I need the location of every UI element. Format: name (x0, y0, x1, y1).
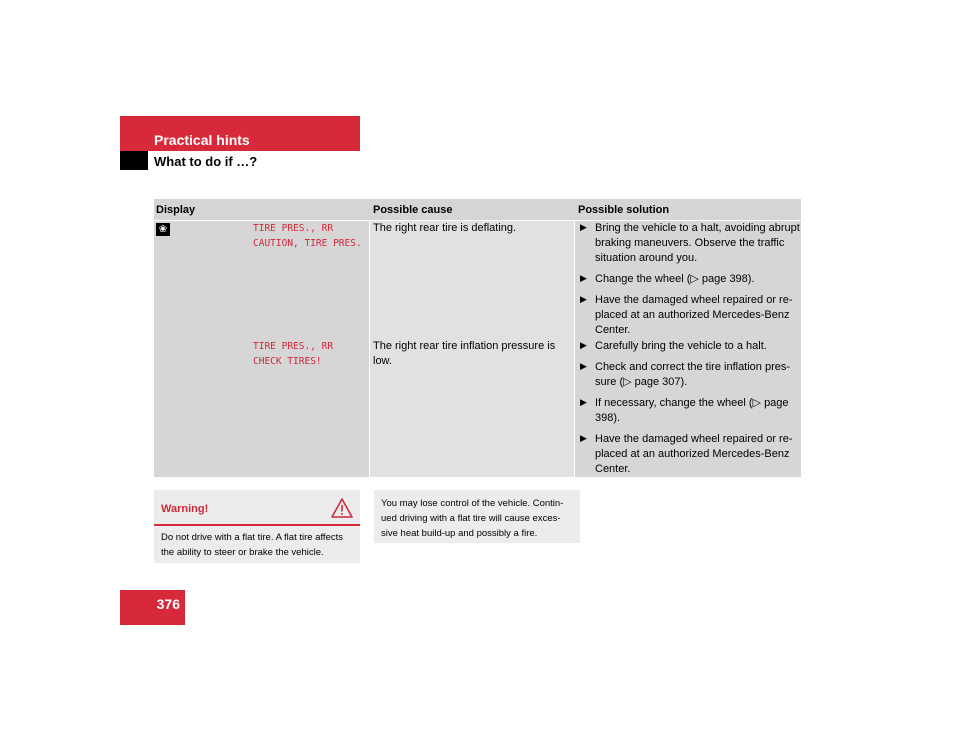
arrow-bullet-icon: ▶ (580, 362, 587, 372)
list-item: ▶ Have the damaged wheel repaired or re-placed at an authorized Mercedes-Benz Center. (580, 294, 793, 336)
section-marker (120, 151, 148, 170)
column-header-display: Display (156, 204, 196, 216)
arrow-bullet-icon: ▶ (580, 341, 587, 351)
list-item: ▶ Have the damaged wheel repaired or re-placed at an authorized Mercedes-Benz Center. (580, 433, 793, 475)
possible-cause: The right rear tire is deflating. (373, 222, 517, 234)
arrow-bullet-icon: ▶ (580, 295, 587, 305)
possible-cause: The right rear tire inflation pressure is low. (373, 340, 556, 367)
list-item: ▶ Change the wheel (▷ page 398). (580, 273, 755, 285)
possible-solution-list (578, 339, 800, 483)
warning-continuation-box (374, 490, 580, 543)
display-message: TIRE PRES., RR CHECK TIRES! (253, 341, 334, 367)
warning-box (154, 490, 360, 563)
warning-continuation-text: You may lose control of the vehicle. Contin-ued driving with a flat tire will cause exces-sive heat build-up and possibly a fire. (381, 498, 564, 539)
page-number: 376 (120, 590, 185, 625)
troubleshooting-table (154, 199, 801, 477)
warning-divider (154, 524, 360, 526)
arrow-bullet-icon: ▶ (580, 223, 587, 233)
column-header-solution: Possible solution (578, 204, 670, 216)
tire-pressure-warning-icon: ❀ (156, 223, 170, 236)
list-item: ▶ Bring the vehicle to a halt, avoiding abrupt braking maneuvers. Observe the traffic situation around you. (580, 222, 800, 264)
arrow-bullet-icon: ▶ (580, 434, 587, 444)
list-item: ▶ Check and correct the tire inflation pres-sure (▷ page 307). (580, 361, 791, 388)
warning-title: Warning! (161, 503, 209, 515)
list-item: ▶ Carefully bring the vehicle to a halt. (580, 340, 767, 352)
warning-text: Do not drive with a flat tire. A flat tire affects the ability to steer or brake the vehicle. (161, 532, 343, 558)
subsection-title: What to do if …? (154, 154, 258, 169)
possible-solution-list (578, 221, 800, 344)
arrow-bullet-icon: ▶ (580, 274, 587, 284)
column-header-cause: Possible cause (373, 204, 453, 216)
warning-triangle-icon (331, 498, 353, 518)
section-title: Practical hints (120, 116, 360, 151)
list-item: ▶ If necessary, change the wheel (▷ page 398). (580, 397, 789, 424)
arrow-bullet-icon: ▶ (580, 398, 587, 408)
display-message: TIRE PRES., RR CAUTION, TIRE PRES. (253, 223, 362, 249)
table-header (154, 199, 801, 220)
